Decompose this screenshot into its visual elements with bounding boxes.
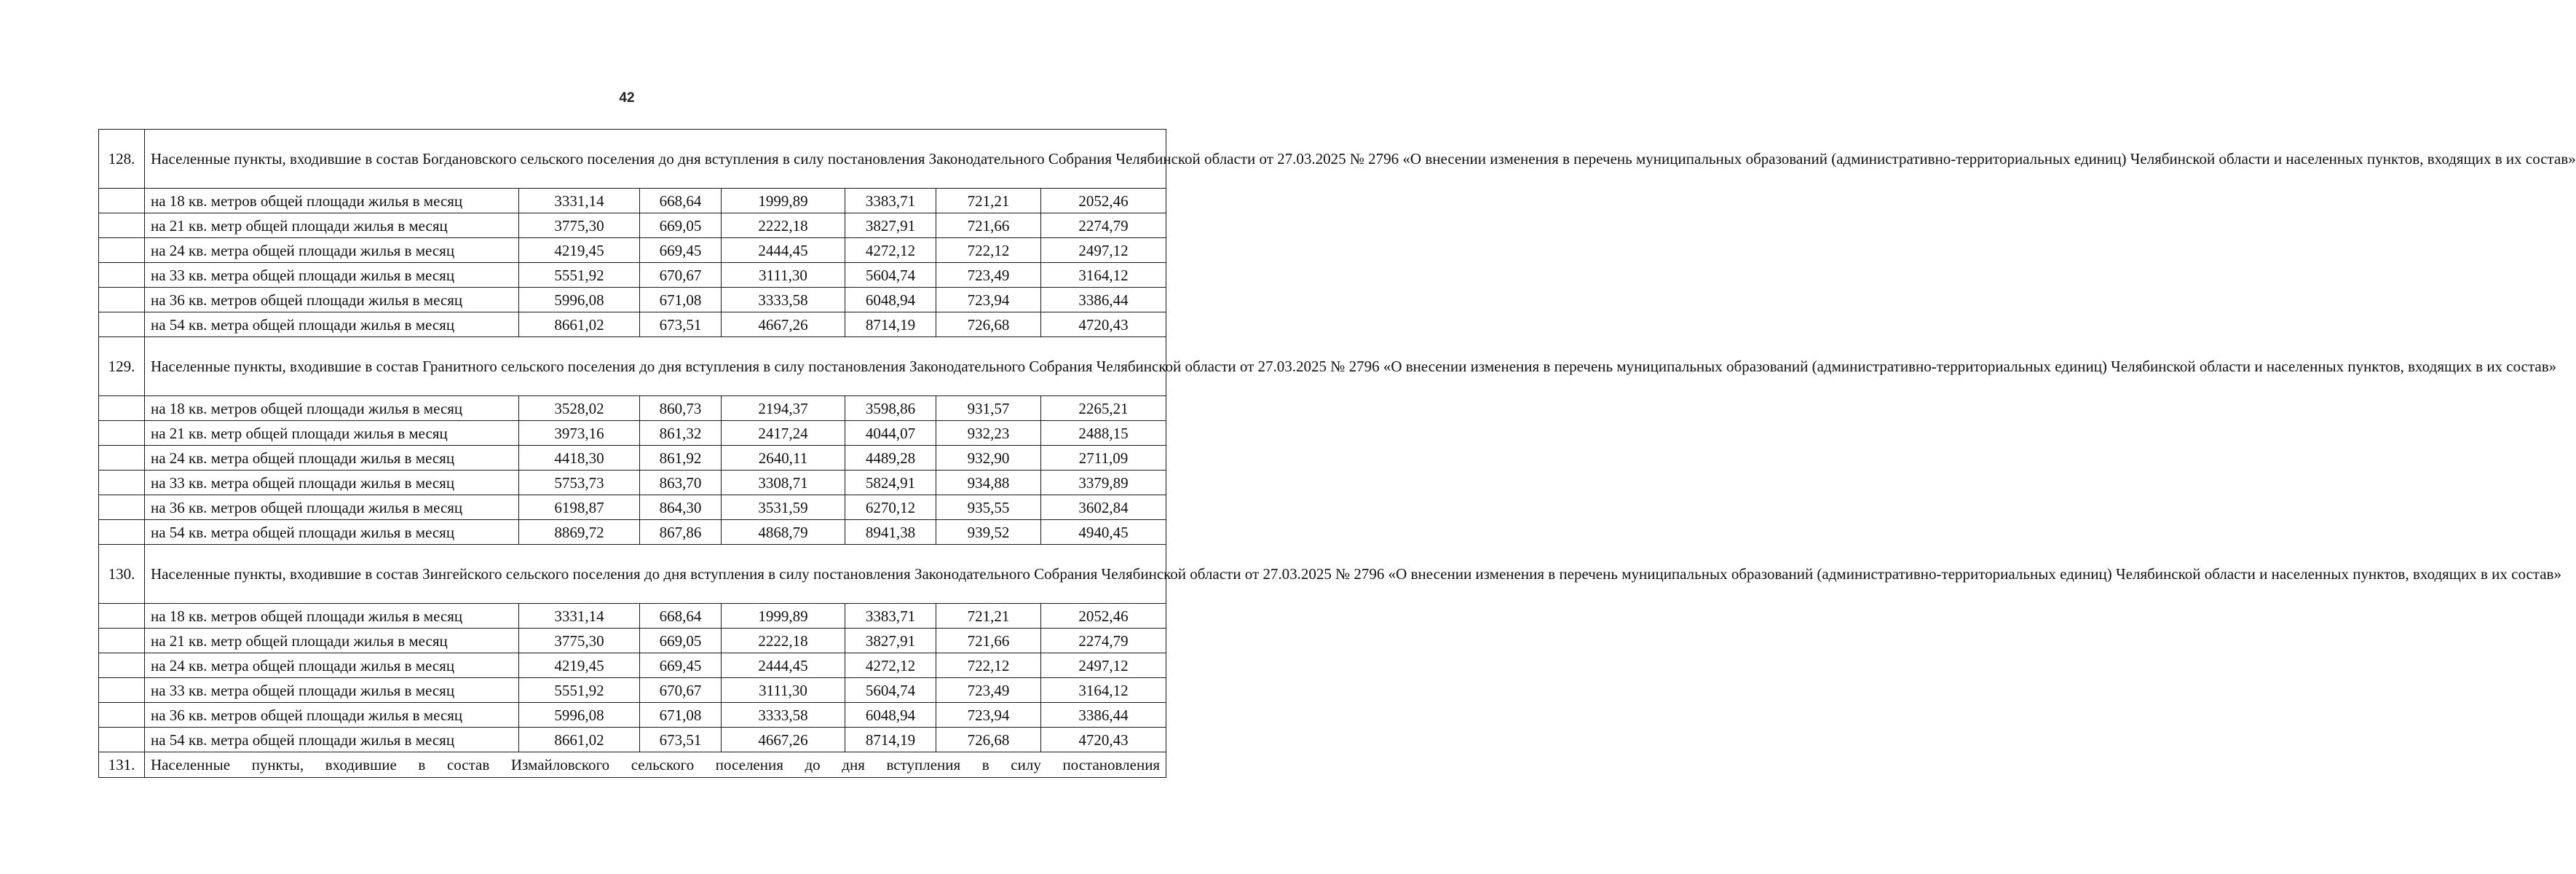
value-cell: 1999,89: [722, 604, 845, 629]
table-row: [99, 189, 1166, 213]
value-cell: 860,73: [640, 396, 722, 421]
value-cell: 2711,09: [1041, 446, 1166, 471]
value-cell: 934,88: [936, 471, 1041, 495]
value-cell: 867,86: [640, 520, 722, 545]
value-cell: 2640,11: [722, 446, 845, 471]
value-cell: 3331,14: [519, 189, 640, 213]
empty-number-cell: [99, 312, 145, 337]
row-label: на 36 кв. метров общей площади жилья в месяц: [145, 288, 519, 312]
value-cell: 2274,79: [1041, 213, 1166, 238]
empty-number-cell: [99, 678, 145, 703]
table-row: [99, 238, 1166, 263]
value-cell: 721,66: [936, 213, 1041, 238]
empty-number-cell: [99, 471, 145, 495]
value-cell: 3973,16: [519, 421, 640, 446]
value-cell: 4720,43: [1041, 728, 1166, 752]
value-cell: 670,67: [640, 678, 722, 703]
value-cell: 5996,08: [519, 703, 640, 728]
value-cell: 4418,30: [519, 446, 640, 471]
table-row: [99, 471, 1166, 495]
value-cell: 864,30: [640, 495, 722, 520]
value-cell: 6198,87: [519, 495, 640, 520]
row-label: на 21 кв. метр общей площади жилья в месяц: [145, 629, 519, 653]
value-cell: 2222,18: [722, 629, 845, 653]
value-cell: 3775,30: [519, 213, 640, 238]
value-cell: 8661,02: [519, 312, 640, 337]
empty-number-cell: [99, 263, 145, 288]
value-cell: 863,70: [640, 471, 722, 495]
value-cell: 669,05: [640, 213, 722, 238]
value-cell: 932,90: [936, 446, 1041, 471]
value-cell: 2488,15: [1041, 421, 1166, 446]
empty-number-cell: [99, 288, 145, 312]
value-cell: 668,64: [640, 189, 722, 213]
value-cell: 3333,58: [722, 288, 845, 312]
row-label: на 24 кв. метра общей площади жилья в месяц: [145, 238, 519, 263]
empty-number-cell: [99, 396, 145, 421]
empty-number-cell: [99, 189, 145, 213]
value-cell: 3164,12: [1041, 263, 1166, 288]
empty-number-cell: [99, 629, 145, 653]
table-row: [99, 703, 1166, 728]
row-label: на 36 кв. метров общей площади жилья в месяц: [145, 495, 519, 520]
group-number: 131.: [99, 752, 145, 778]
value-cell: 721,66: [936, 629, 1041, 653]
value-cell: 670,67: [640, 263, 722, 288]
empty-number-cell: [99, 213, 145, 238]
value-cell: 3383,71: [845, 604, 936, 629]
table-row: [99, 604, 1166, 629]
value-cell: 1999,89: [722, 189, 845, 213]
value-cell: 5753,73: [519, 471, 640, 495]
page-number: 42: [619, 90, 635, 106]
value-cell: 3386,44: [1041, 703, 1166, 728]
value-cell: 4720,43: [1041, 312, 1166, 337]
value-cell: 3598,86: [845, 396, 936, 421]
value-cell: 3827,91: [845, 213, 936, 238]
value-cell: 4272,12: [845, 653, 936, 678]
value-cell: 2497,12: [1041, 653, 1166, 678]
value-cell: 2444,45: [722, 238, 845, 263]
value-cell: 3386,44: [1041, 288, 1166, 312]
table-row: [99, 288, 1166, 312]
value-cell: 5824,91: [845, 471, 936, 495]
row-label: на 54 кв. метра общей площади жилья в месяц: [145, 728, 519, 752]
value-cell: 8661,02: [519, 728, 640, 752]
value-cell: 4940,45: [1041, 520, 1166, 545]
value-cell: 671,08: [640, 703, 722, 728]
value-cell: 4667,26: [722, 312, 845, 337]
row-label: на 18 кв. метров общей площади жилья в месяц: [145, 396, 519, 421]
value-cell: 671,08: [640, 288, 722, 312]
row-label: на 36 кв. метров общей площади жилья в месяц: [145, 703, 519, 728]
value-cell: 861,32: [640, 421, 722, 446]
row-label: на 33 кв. метра общей площади жилья в месяц: [145, 471, 519, 495]
table-row: [99, 446, 1166, 471]
empty-number-cell: [99, 653, 145, 678]
value-cell: 2444,45: [722, 653, 845, 678]
value-cell: 669,45: [640, 653, 722, 678]
value-cell: 935,55: [936, 495, 1041, 520]
value-cell: 5551,92: [519, 263, 640, 288]
value-cell: 722,12: [936, 238, 1041, 263]
value-cell: 4667,26: [722, 728, 845, 752]
value-cell: 723,49: [936, 678, 1041, 703]
value-cell: 2222,18: [722, 213, 845, 238]
row-label: на 24 кв. метра общей площади жилья в месяц: [145, 653, 519, 678]
value-cell: 4489,28: [845, 446, 936, 471]
table-row: [99, 629, 1166, 653]
value-cell: 5551,92: [519, 678, 640, 703]
value-cell: 931,57: [936, 396, 1041, 421]
empty-number-cell: [99, 495, 145, 520]
table-row: [99, 213, 1166, 238]
group-header-row: [99, 545, 1166, 604]
value-cell: 723,94: [936, 288, 1041, 312]
value-cell: 3333,58: [722, 703, 845, 728]
empty-number-cell: [99, 238, 145, 263]
value-cell: 861,92: [640, 446, 722, 471]
row-label: на 18 кв. метров общей площади жилья в месяц: [145, 604, 519, 629]
value-cell: 2052,46: [1041, 189, 1166, 213]
group-number: 130.: [99, 545, 145, 604]
value-cell: 939,52: [936, 520, 1041, 545]
value-cell: 4219,45: [519, 653, 640, 678]
value-cell: 2274,79: [1041, 629, 1166, 653]
value-cell: 721,21: [936, 604, 1041, 629]
value-cell: 3383,71: [845, 189, 936, 213]
empty-number-cell: [99, 520, 145, 545]
value-cell: 8714,19: [845, 728, 936, 752]
group-header-row: [99, 130, 1166, 189]
table-row: [99, 263, 1166, 288]
value-cell: 4272,12: [845, 238, 936, 263]
table-row: [99, 678, 1166, 703]
row-label: на 33 кв. метра общей площади жилья в месяц: [145, 678, 519, 703]
tariff-table: [98, 129, 2576, 778]
value-cell: 3331,14: [519, 604, 640, 629]
value-cell: 5996,08: [519, 288, 640, 312]
row-label: на 18 кв. метров общей площади жилья в месяц: [145, 189, 519, 213]
value-cell: 3308,71: [722, 471, 845, 495]
table-row: [99, 396, 1166, 421]
group-header-text: Населенные пункты, входившие в состав Измайловского сельского поселения до дня вступления в силу постановления: [145, 752, 1166, 778]
row-label: на 54 кв. метра общей площади жилья в месяц: [145, 312, 519, 337]
value-cell: 726,68: [936, 312, 1041, 337]
row-label: на 54 кв. метра общей площади жилья в месяц: [145, 520, 519, 545]
value-cell: 6048,94: [845, 288, 936, 312]
value-cell: 3111,30: [722, 263, 845, 288]
row-label: на 21 кв. метр общей площади жилья в месяц: [145, 213, 519, 238]
group-header-row: [99, 752, 1166, 778]
value-cell: 673,51: [640, 728, 722, 752]
row-label: на 33 кв. метра общей площади жилья в месяц: [145, 263, 519, 288]
value-cell: 3827,91: [845, 629, 936, 653]
value-cell: 721,21: [936, 189, 1041, 213]
group-number: 128.: [99, 130, 145, 189]
value-cell: 4868,79: [722, 520, 845, 545]
value-cell: 4044,07: [845, 421, 936, 446]
group-header-row: [99, 337, 1166, 396]
empty-number-cell: [99, 728, 145, 752]
group-header-text: Населенные пункты, входившие в состав Богдановского сельского поселения до дня вступления в силу постановления Законодательного Собрания Челябинской области от 27.03.2025 № 2796 «О внесении изменения в перечень муниципальных образований (административно-территориальных единиц) Челябинской области и населенных пунктов, входящих в их состав»: [145, 130, 1166, 189]
table-row: [99, 520, 1166, 545]
group-header-text: Населенные пункты, входившие в состав Зингейского сельского поселения до дня вступления в силу постановления Законодательного Собрания Челябинской области от 27.03.2025 № 2796 «О внесении изменения в перечень муниципальных образований (административно-территориальных единиц) Челябинской области и населенных пунктов, входящих в их состав»: [145, 545, 1166, 604]
value-cell: 722,12: [936, 653, 1041, 678]
value-cell: 932,23: [936, 421, 1041, 446]
table-row: [99, 653, 1166, 678]
table-row: [99, 312, 1166, 337]
value-cell: 3602,84: [1041, 495, 1166, 520]
empty-number-cell: [99, 604, 145, 629]
value-cell: 5604,74: [845, 678, 936, 703]
empty-number-cell: [99, 446, 145, 471]
table-row: [99, 495, 1166, 520]
value-cell: 2265,21: [1041, 396, 1166, 421]
empty-number-cell: [99, 421, 145, 446]
value-cell: 5604,74: [845, 263, 936, 288]
value-cell: 2417,24: [722, 421, 845, 446]
value-cell: 8869,72: [519, 520, 640, 545]
value-cell: 669,05: [640, 629, 722, 653]
value-cell: 4219,45: [519, 238, 640, 263]
value-cell: 3775,30: [519, 629, 640, 653]
value-cell: 3379,89: [1041, 471, 1166, 495]
value-cell: 726,68: [936, 728, 1041, 752]
value-cell: 2497,12: [1041, 238, 1166, 263]
table-row: [99, 421, 1166, 446]
value-cell: 8714,19: [845, 312, 936, 337]
value-cell: 673,51: [640, 312, 722, 337]
value-cell: 3531,59: [722, 495, 845, 520]
value-cell: 3164,12: [1041, 678, 1166, 703]
value-cell: 3528,02: [519, 396, 640, 421]
group-header-text: Населенные пункты, входившие в состав Гранитного сельского поселения до дня вступления в силу постановления Законодательного Собрания Челябинской области от 27.03.2025 № 2796 «О внесении изменения в перечень муниципальных образований (административно-территориальных единиц) Челябинской области и населенных пунктов, входящих в их состав»: [145, 337, 1166, 396]
value-cell: 6270,12: [845, 495, 936, 520]
value-cell: 668,64: [640, 604, 722, 629]
value-cell: 6048,94: [845, 703, 936, 728]
value-cell: 2052,46: [1041, 604, 1166, 629]
group-number: 129.: [99, 337, 145, 396]
table-row: [99, 728, 1166, 752]
value-cell: 723,94: [936, 703, 1041, 728]
empty-number-cell: [99, 703, 145, 728]
row-label: на 24 кв. метра общей площади жилья в месяц: [145, 446, 519, 471]
value-cell: 2194,37: [722, 396, 845, 421]
value-cell: 3111,30: [722, 678, 845, 703]
value-cell: 8941,38: [845, 520, 936, 545]
value-cell: 723,49: [936, 263, 1041, 288]
row-label: на 21 кв. метр общей площади жилья в месяц: [145, 421, 519, 446]
value-cell: 669,45: [640, 238, 722, 263]
